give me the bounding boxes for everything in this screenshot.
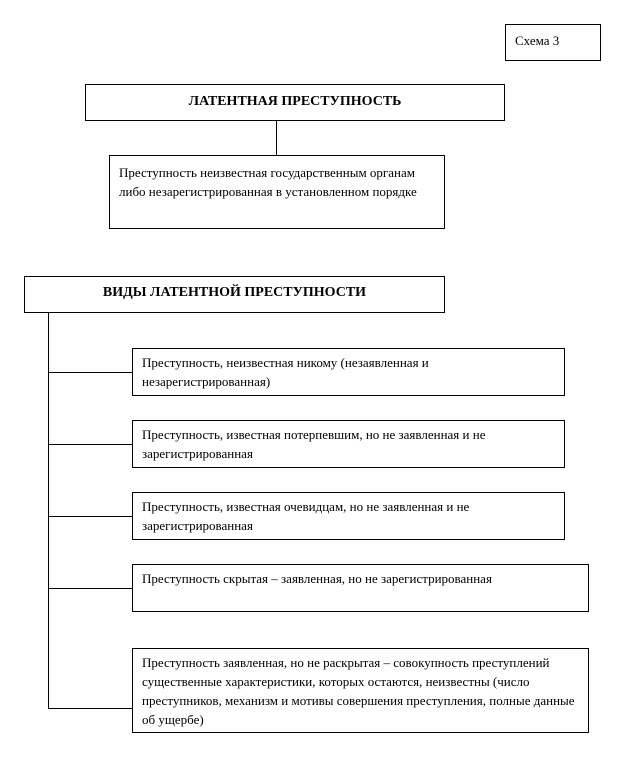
types-title: ВИДЫ ЛАТЕНТНОЙ ПРЕСТУПНОСТИ — [24, 276, 445, 313]
scheme-label: Схема 3 — [505, 24, 601, 61]
main-title: ЛАТЕНТНАЯ ПРЕСТУПНОСТЬ — [85, 84, 505, 121]
branch-line-3 — [48, 516, 132, 517]
type-box-unknown-to-all: Преступность, неизвестная никому (незаявленная и незарегистрированная) — [132, 348, 565, 396]
title-definition-connector — [276, 121, 277, 155]
type-box-known-to-witnesses: Преступность, известная очевидцам, но не заявленная и не зарегистрированная — [132, 492, 565, 540]
branch-line-1 — [48, 372, 132, 373]
type-box-hidden: Преступность скрытая – заявленная, но не зарегистрированная — [132, 564, 589, 612]
type-box-known-to-victims: Преступность, известная потерпевшим, но не заявленная и не зарегистрированная — [132, 420, 565, 468]
branch-line-2 — [48, 444, 132, 445]
type-box-unsolved: Преступность заявленная, но не раскрытая – совокупность преступлений существенные характеристики, которых остаются, неизвестны (число преступников, механизм и мотивы совершения преступления, полные данные об ущербе) — [132, 648, 589, 733]
branch-line-4 — [48, 588, 132, 589]
branch-line-5 — [48, 708, 132, 709]
definition-box: Преступность неизвестная государственным органам либо незарегистрированная в установленном порядке — [109, 155, 445, 229]
